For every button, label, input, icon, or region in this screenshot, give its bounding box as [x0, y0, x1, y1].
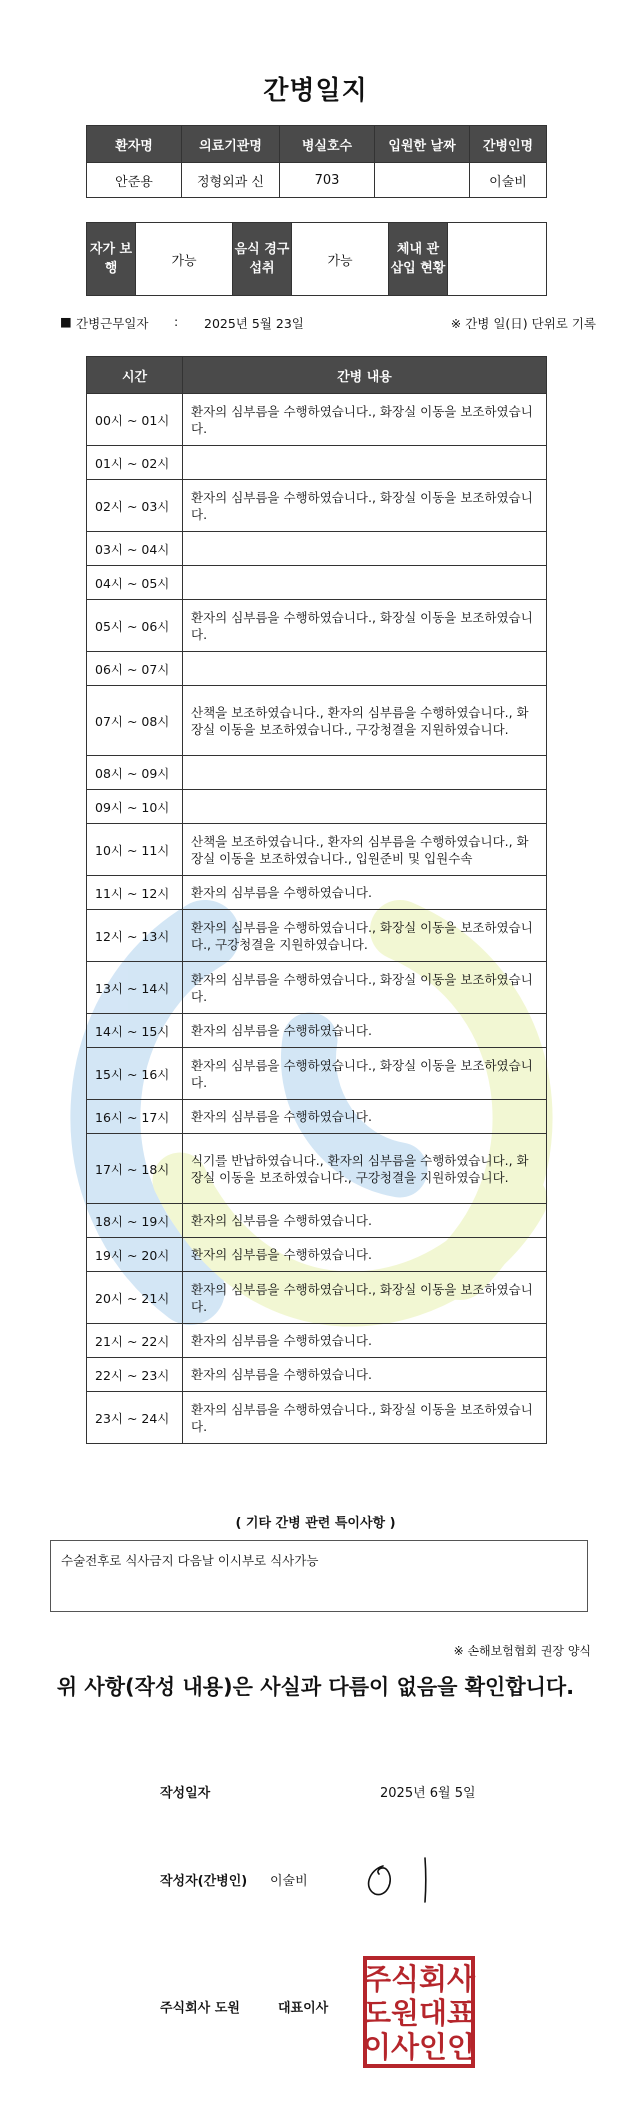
care-log-row	[87, 566, 547, 600]
log-content-cell	[183, 532, 547, 566]
patient-status-row	[87, 223, 547, 296]
header-hospital: 의료기관명	[182, 126, 280, 163]
care-log-row	[87, 1324, 547, 1358]
work-date-colon: :	[174, 314, 179, 329]
work-date-value: 2025년 5월 23일	[204, 316, 304, 331]
log-time-cell: 06시 ~ 07시	[87, 652, 183, 686]
care-log-row	[87, 1100, 547, 1134]
care-log-row	[87, 600, 547, 652]
header-time: 시간	[87, 357, 183, 394]
log-content-cell: 산책을 보조하였습니다., 환자의 심부름을 수행하였습니다., 화장실 이동을 보조하였습니다., 구강청결을 지원하였습니다.	[183, 686, 547, 756]
log-time-cell: 04시 ~ 05시	[87, 566, 183, 600]
log-content-cell: 환자의 심부름을 수행하였습니다., 화장실 이동을 보조하였습니다.	[183, 480, 547, 532]
log-time-cell: 19시 ~ 20시	[87, 1238, 183, 1272]
log-time-cell: 05시 ~ 06시	[87, 600, 183, 652]
room-number: 703	[280, 163, 375, 198]
log-time-cell: 01시 ~ 02시	[87, 446, 183, 480]
patient-status-table	[86, 222, 547, 296]
log-content-cell: 환자의 심부름을 수행하였습니다., 화장실 이동을 보조하였습니다.	[183, 962, 547, 1014]
care-log-row	[87, 446, 547, 480]
log-content-cell: 산책을 보조하였습니다., 환자의 심부름을 수행하였습니다., 화장실 이동을 보조하였습니다., 입원준비 및 입원수속	[183, 824, 547, 876]
care-log-body	[87, 394, 547, 1444]
care-log-row	[87, 652, 547, 686]
care-log-row	[87, 790, 547, 824]
care-log-row	[87, 824, 547, 876]
header-room: 병실호수	[280, 126, 375, 163]
log-content-cell: 환자의 심부름을 수행하였습니다., 화장실 이동을 보조하였습니다.	[183, 600, 547, 652]
admission-date	[375, 163, 470, 198]
work-date-note: ※ 간병 일(日) 단위로 기록	[450, 316, 596, 331]
log-time-cell: 03시 ~ 04시	[87, 532, 183, 566]
log-content-cell: 환자의 심부름을 수행하였습니다.	[183, 1358, 547, 1392]
log-content-cell: 환자의 심부름을 수행하였습니다., 화장실 이동을 보조하였습니다., 구강청결을 지원하였습니다.	[183, 910, 547, 962]
log-time-cell: 07시 ~ 08시	[87, 686, 183, 756]
care-log-row	[87, 910, 547, 962]
log-content-cell: 환자의 심부름을 수행하였습니다., 화장실 이동을 보조하였습니다.	[183, 394, 547, 446]
log-content-cell: 환자의 심부름을 수행하였습니다.	[183, 1238, 547, 1272]
care-log-row	[87, 480, 547, 532]
self-walk-label: 자가 보행	[87, 223, 136, 296]
care-log-table	[86, 356, 547, 1444]
log-time-cell: 22시 ~ 23시	[87, 1358, 183, 1392]
special-notes-title: ( 기타 간병 관련 특이사항 )	[235, 1516, 396, 1531]
write-date-label: 작성일자	[160, 1786, 211, 1801]
catheter-value	[448, 223, 547, 296]
svg-text:도원대표: 도원대표	[362, 1996, 476, 2030]
log-content-cell: 환자의 심부름을 수행하였습니다.	[183, 1204, 547, 1238]
patient-info-table	[86, 125, 547, 198]
log-content-cell: 환자의 심부름을 수행하였습니다.	[183, 1100, 547, 1134]
log-content-cell	[183, 652, 547, 686]
log-time-cell: 11시 ~ 12시	[87, 876, 183, 910]
care-log-row	[87, 1134, 547, 1204]
company-seal-stamp	[362, 1955, 476, 2069]
header-care-content: 간병 내용	[183, 357, 547, 394]
log-content-cell: 환자의 심부름을 수행하였습니다.	[183, 1324, 547, 1358]
log-content-cell	[183, 566, 547, 600]
log-time-cell: 02시 ~ 03시	[87, 480, 183, 532]
eating-label: 음식 경구 섭취	[233, 223, 292, 296]
care-log-row	[87, 394, 547, 446]
log-time-cell: 09시 ~ 10시	[87, 790, 183, 824]
log-content-cell: 식기를 반납하였습니다., 환자의 심부름을 수행하였습니다., 화장실 이동을 보조하였습니다., 구강청결을 지원하였습니다.	[183, 1134, 547, 1204]
svg-text:주식회사: 주식회사	[362, 1962, 476, 1996]
write-date-value: 2025년 6월 5일	[380, 1786, 476, 1801]
care-log-row	[87, 1358, 547, 1392]
log-time-cell: 12시 ~ 13시	[87, 910, 183, 962]
log-content-cell: 환자의 심부름을 수행하였습니다., 화장실 이동을 보조하였습니다.	[183, 1272, 547, 1324]
bullet-icon: ■	[60, 314, 72, 329]
log-content-cell	[183, 446, 547, 480]
confirmation-statement: 위 사항(작성 내용)은 사실과 다름이 없음을 확인합니다.	[56, 1675, 575, 1699]
patient-info-value-row	[87, 163, 547, 198]
care-log-row	[87, 1204, 547, 1238]
recommendation-note: ※ 손해보험협회 권장 양식	[453, 1644, 591, 1658]
log-time-cell: 16시 ~ 17시	[87, 1100, 183, 1134]
log-content-cell: 환자의 심부름을 수행하였습니다., 화장실 이동을 보조하였습니다.	[183, 1392, 547, 1444]
care-log-row	[87, 962, 547, 1014]
log-content-cell: 환자의 심부름을 수행하였습니다.	[183, 876, 547, 910]
log-content-cell: 환자의 심부름을 수행하였습니다.	[183, 1014, 547, 1048]
log-time-cell: 23시 ~ 24시	[87, 1392, 183, 1444]
log-time-cell: 10시 ~ 11시	[87, 824, 183, 876]
log-time-cell: 18시 ~ 19시	[87, 1204, 183, 1238]
care-log-row	[87, 876, 547, 910]
log-time-cell: 13시 ~ 14시	[87, 962, 183, 1014]
care-log-row	[87, 1014, 547, 1048]
log-time-cell: 08시 ~ 09시	[87, 756, 183, 790]
header-admission-date: 입원한 날짜	[375, 126, 470, 163]
log-time-cell: 17시 ~ 18시	[87, 1134, 183, 1204]
caregiver-name: 이술비	[470, 163, 547, 198]
care-log-row	[87, 1272, 547, 1324]
patient-name: 안준용	[87, 163, 182, 198]
patient-info-header-row	[87, 126, 547, 163]
care-log-row	[87, 1392, 547, 1444]
ceo-label: 대표이사	[278, 2001, 329, 2016]
header-patient-name: 환자명	[87, 126, 182, 163]
company-name: 주식회사 도원	[160, 2001, 240, 2016]
care-log-row	[87, 1048, 547, 1100]
special-notes-box	[50, 1540, 588, 1612]
catheter-label: 체내 관 삽입 현황	[389, 223, 448, 296]
care-log-row	[87, 1238, 547, 1272]
document-title: 간병일지	[263, 76, 368, 106]
hospital-name: 정형외과 신	[182, 163, 280, 198]
log-time-cell: 00시 ~ 01시	[87, 394, 183, 446]
work-date-label: 간병근무일자	[76, 316, 149, 331]
self-walk-value: 가능	[136, 223, 233, 296]
eating-value: 가능	[292, 223, 389, 296]
log-content-cell	[183, 756, 547, 790]
log-time-cell: 20시 ~ 21시	[87, 1272, 183, 1324]
log-content-cell	[183, 790, 547, 824]
log-time-cell: 14시 ~ 15시	[87, 1014, 183, 1048]
header-caregiver: 간병인명	[470, 126, 547, 163]
care-log-header-row	[87, 357, 547, 394]
special-notes-text: 수술전후로 식사금지 다음날 이시부로 식사가능	[61, 1553, 319, 1568]
care-log-row	[87, 756, 547, 790]
care-log-row	[87, 686, 547, 756]
writer-name: 이술비	[270, 1874, 308, 1889]
svg-text:이사인인: 이사인인	[362, 2030, 476, 2064]
log-time-cell: 21시 ~ 22시	[87, 1324, 183, 1358]
log-time-cell: 15시 ~ 16시	[87, 1048, 183, 1100]
writer-label: 작성자(간병인)	[160, 1874, 248, 1889]
log-content-cell: 환자의 심부름을 수행하였습니다., 화장실 이동을 보조하였습니다.	[183, 1048, 547, 1100]
care-log-row	[87, 532, 547, 566]
handwritten-signature	[355, 1852, 445, 1906]
